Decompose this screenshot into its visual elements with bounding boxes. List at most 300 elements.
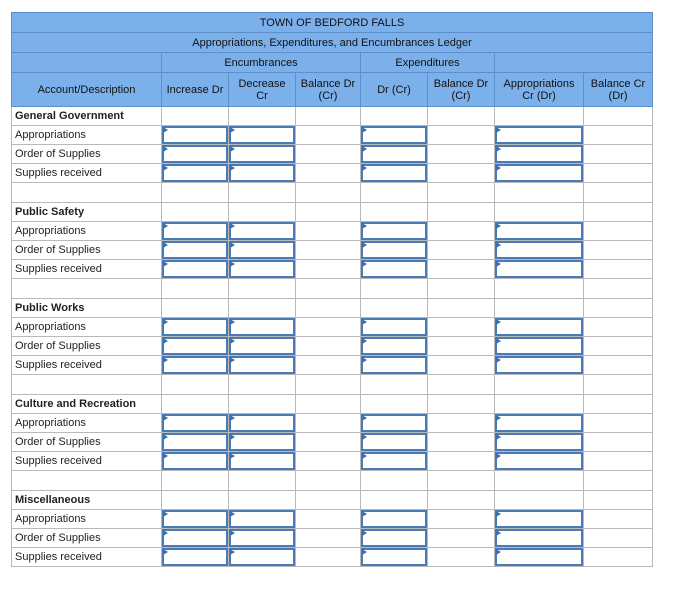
- decrease-cr-cell: [229, 510, 296, 529]
- increase-dr-cell: [162, 491, 229, 510]
- dr-cr-input[interactable]: [361, 356, 427, 374]
- appropriations-cell: [495, 222, 584, 241]
- dropdown-marker-icon: [496, 357, 501, 363]
- row-description: Order of Supplies: [12, 529, 162, 548]
- dr-cr-input[interactable]: [361, 126, 427, 144]
- decrease-cr-cell: [229, 145, 296, 164]
- appropriations-header-line1: Appropriations: [503, 77, 575, 90]
- expenditure-balance-cell: [428, 222, 495, 241]
- decrease-cr-input[interactable]: [229, 510, 295, 528]
- increase-dr-cell-box: [162, 241, 228, 259]
- spacer-cell: [296, 375, 361, 395]
- ledger-row: [12, 145, 653, 164]
- appropriations-input[interactable]: [495, 356, 583, 374]
- dr-cr-cell: [361, 107, 428, 126]
- increase-dr-input[interactable]: [162, 241, 228, 259]
- expenditure-balance-cell: [428, 510, 495, 529]
- appropriations-input[interactable]: [495, 433, 583, 451]
- appropriations-header-line2: Cr (Dr): [522, 89, 556, 102]
- spacer-cell: [162, 471, 229, 491]
- appropriations-input[interactable]: [495, 337, 583, 355]
- increase-dr-cell-box: [162, 548, 228, 566]
- dropdown-marker-icon: [496, 530, 501, 536]
- encumbrance-balance-cell: [296, 260, 361, 279]
- increase-dr-input[interactable]: [162, 260, 228, 278]
- decrease-cr-header-line2: Cr: [256, 89, 268, 102]
- ledger-table: [11, 12, 653, 567]
- decrease-cr-input[interactable]: [229, 126, 295, 144]
- row-description: Supplies received: [12, 164, 162, 183]
- dropdown-marker-icon: [163, 242, 168, 248]
- dropdown-marker-icon: [362, 338, 367, 344]
- ledger-row: [12, 222, 653, 241]
- increase-dr-cell-box: [162, 337, 228, 355]
- dropdown-marker-icon: [163, 453, 168, 459]
- appropriations-input[interactable]: [495, 318, 583, 336]
- decrease-cr-input[interactable]: [229, 164, 295, 182]
- balance-cr-cell: [584, 126, 653, 145]
- spacer-cell: [12, 279, 162, 299]
- balance-cr-cell: [584, 452, 653, 471]
- dr-cr-cell-box: [361, 145, 427, 163]
- dr-cr-cell: [361, 356, 428, 375]
- decrease-cr-input[interactable]: [229, 222, 295, 240]
- balance-cr-cell: [584, 433, 653, 452]
- appropriations-cell: [495, 548, 584, 567]
- spacer-cell: [428, 471, 495, 491]
- dr-cr-cell: [361, 164, 428, 183]
- encumbrance-balance-cell: [296, 145, 361, 164]
- decrease-cr-input[interactable]: [229, 529, 295, 547]
- appropriations-cell-box: [495, 452, 583, 470]
- dr-cr-cell-box: [361, 356, 427, 374]
- dropdown-marker-icon: [230, 146, 235, 152]
- row-description: Order of Supplies: [12, 241, 162, 260]
- spacer-cell: [584, 471, 653, 491]
- decrease-cr-cell: [229, 299, 296, 318]
- dropdown-marker-icon: [496, 511, 501, 517]
- spacer-cell: [361, 375, 428, 395]
- expenditure-balance-cell: [428, 107, 495, 126]
- dropdown-marker-icon: [362, 453, 367, 459]
- spacer-cell: [12, 375, 162, 395]
- dr-cr-cell: [361, 452, 428, 471]
- increase-dr-cell: [162, 452, 229, 471]
- expenditures-group-header: Expenditures: [361, 53, 495, 73]
- spacer-cell: [229, 471, 296, 491]
- appropriations-cell-box: [495, 433, 583, 451]
- spacer-cell: [495, 471, 584, 491]
- dr-cr-cell-box: [361, 164, 427, 182]
- account-description-header: Account/Description: [12, 73, 162, 107]
- decrease-cr-cell: [229, 241, 296, 260]
- increase-dr-input[interactable]: [162, 529, 228, 547]
- spacer-cell: [12, 183, 162, 203]
- increase-dr-input[interactable]: [162, 510, 228, 528]
- dropdown-marker-icon: [230, 549, 235, 555]
- encumbrance-balance-header-line2: (Cr): [318, 89, 338, 102]
- dropdown-marker-icon: [362, 434, 367, 440]
- dr-cr-input[interactable]: [361, 433, 427, 451]
- spacer-cell: [229, 183, 296, 203]
- encumbrance-balance-cell: [296, 107, 361, 126]
- appropriations-cell-box: [495, 337, 583, 355]
- section-name: Culture and Recreation: [12, 395, 162, 414]
- appropriations-cell: [495, 126, 584, 145]
- dropdown-marker-icon: [230, 127, 235, 133]
- dr-cr-cell: [361, 203, 428, 222]
- spacer-row: [12, 375, 653, 395]
- decrease-cr-cell-box: [229, 548, 295, 566]
- section-row: [12, 203, 653, 222]
- dropdown-marker-icon: [496, 165, 501, 171]
- encumbrance-balance-header: [296, 73, 361, 107]
- appropriations-input[interactable]: [495, 529, 583, 547]
- increase-dr-input[interactable]: [162, 164, 228, 182]
- decrease-cr-input[interactable]: [229, 452, 295, 470]
- appropriations-cell: [495, 356, 584, 375]
- spacer-cell: [361, 183, 428, 203]
- row-description: Appropriations: [12, 510, 162, 529]
- spacer-cell: [428, 183, 495, 203]
- balance-cr-cell: [584, 145, 653, 164]
- decrease-cr-cell-box: [229, 414, 295, 432]
- spacer-cell: [12, 471, 162, 491]
- decrease-cr-cell-box: [229, 145, 295, 163]
- decrease-cr-header: [229, 73, 296, 107]
- appropriations-cell-box: [495, 529, 583, 547]
- ledger-row: [12, 452, 653, 471]
- balance-cr-cell: [584, 299, 653, 318]
- dropdown-marker-icon: [163, 261, 168, 267]
- section-name: General Government: [12, 107, 162, 126]
- increase-dr-cell-box: [162, 356, 228, 374]
- appropriations-cell: [495, 107, 584, 126]
- appropriations-header: [495, 73, 584, 107]
- encumbrance-balance-cell: [296, 548, 361, 567]
- decrease-cr-cell-box: [229, 126, 295, 144]
- spacer-row: [12, 279, 653, 299]
- increase-dr-cell-box: [162, 529, 228, 547]
- increase-dr-cell: [162, 433, 229, 452]
- ledger-row: [12, 337, 653, 356]
- decrease-cr-cell-box: [229, 529, 295, 547]
- appropriations-cell-box: [495, 414, 583, 432]
- dropdown-marker-icon: [362, 415, 367, 421]
- dropdown-marker-icon: [496, 338, 501, 344]
- decrease-cr-input[interactable]: [229, 318, 295, 336]
- appropriations-cell: [495, 491, 584, 510]
- appropriations-cell: [495, 164, 584, 183]
- dr-cr-input[interactable]: [361, 222, 427, 240]
- increase-dr-input[interactable]: [162, 433, 228, 451]
- balance-cr-cell: [584, 203, 653, 222]
- row-description: Order of Supplies: [12, 145, 162, 164]
- dr-cr-input[interactable]: [361, 414, 427, 432]
- section-name: Public Works: [12, 299, 162, 318]
- balance-cr-header-line2: (Dr): [608, 89, 628, 102]
- dropdown-marker-icon: [362, 357, 367, 363]
- spacer-cell: [361, 471, 428, 491]
- balance-cr-cell: [584, 491, 653, 510]
- encumbrance-balance-cell: [296, 222, 361, 241]
- decrease-cr-input[interactable]: [229, 260, 295, 278]
- increase-dr-cell-box: [162, 414, 228, 432]
- spacer-cell: [584, 279, 653, 299]
- decrease-cr-input[interactable]: [229, 414, 295, 432]
- dr-cr-cell-box: [361, 529, 427, 547]
- dropdown-marker-icon: [230, 242, 235, 248]
- encumbrance-balance-cell: [296, 337, 361, 356]
- encumbrance-balance-cell: [296, 433, 361, 452]
- dr-cr-input[interactable]: [361, 318, 427, 336]
- dr-cr-input[interactable]: [361, 452, 427, 470]
- spacer-row: [12, 183, 653, 203]
- dr-cr-input[interactable]: [361, 548, 427, 566]
- section-name: Miscellaneous: [12, 491, 162, 510]
- blank-header-cell: [495, 53, 653, 73]
- increase-dr-cell: [162, 203, 229, 222]
- dropdown-marker-icon: [496, 261, 501, 267]
- dropdown-marker-icon: [163, 511, 168, 517]
- dr-cr-cell: [361, 491, 428, 510]
- dropdown-marker-icon: [163, 223, 168, 229]
- spacer-cell: [162, 375, 229, 395]
- increase-dr-cell-box: [162, 145, 228, 163]
- increase-dr-input[interactable]: [162, 145, 228, 163]
- increase-dr-input[interactable]: [162, 548, 228, 566]
- dr-cr-input[interactable]: [361, 241, 427, 259]
- ledger-row: [12, 260, 653, 279]
- appropriations-cell-box: [495, 510, 583, 528]
- appropriations-cell: [495, 529, 584, 548]
- appropriations-input[interactable]: [495, 145, 583, 163]
- dr-cr-cell: [361, 510, 428, 529]
- increase-dr-cell: [162, 414, 229, 433]
- decrease-cr-input[interactable]: [229, 241, 295, 259]
- dropdown-marker-icon: [362, 549, 367, 555]
- appropriations-input[interactable]: [495, 260, 583, 278]
- appropriations-cell-box: [495, 548, 583, 566]
- encumbrances-group-header: Encumbrances: [162, 53, 361, 73]
- ledger-row: [12, 510, 653, 529]
- decrease-cr-cell: [229, 318, 296, 337]
- expenditure-balance-cell: [428, 433, 495, 452]
- section-row: [12, 491, 653, 510]
- dr-cr-cell: [361, 395, 428, 414]
- dr-cr-cell-box: [361, 433, 427, 451]
- dropdown-marker-icon: [496, 146, 501, 152]
- dr-cr-cell-box: [361, 241, 427, 259]
- row-description: Appropriations: [12, 318, 162, 337]
- dropdown-marker-icon: [496, 242, 501, 248]
- dropdown-marker-icon: [163, 338, 168, 344]
- dropdown-marker-icon: [230, 338, 235, 344]
- increase-dr-cell: [162, 260, 229, 279]
- appropriations-cell: [495, 337, 584, 356]
- expenditure-balance-cell: [428, 548, 495, 567]
- increase-dr-cell: [162, 222, 229, 241]
- ledger-row: [12, 241, 653, 260]
- dropdown-marker-icon: [163, 319, 168, 325]
- dr-cr-input[interactable]: [361, 529, 427, 547]
- increase-dr-cell: [162, 126, 229, 145]
- dr-cr-cell: [361, 529, 428, 548]
- balance-cr-cell: [584, 107, 653, 126]
- increase-dr-cell: [162, 510, 229, 529]
- spacer-cell: [296, 183, 361, 203]
- expenditure-balance-cell: [428, 126, 495, 145]
- dropdown-marker-icon: [362, 511, 367, 517]
- decrease-cr-cell-box: [229, 241, 295, 259]
- dropdown-marker-icon: [496, 223, 501, 229]
- decrease-cr-cell-box: [229, 222, 295, 240]
- decrease-cr-input[interactable]: [229, 356, 295, 374]
- dr-cr-input[interactable]: [361, 164, 427, 182]
- balance-cr-cell: [584, 529, 653, 548]
- dropdown-marker-icon: [362, 165, 367, 171]
- expenditure-balance-cell: [428, 164, 495, 183]
- spacer-cell: [495, 279, 584, 299]
- dr-cr-cell-box: [361, 452, 427, 470]
- increase-dr-input[interactable]: [162, 414, 228, 432]
- dr-cr-cell-box: [361, 548, 427, 566]
- dr-cr-input[interactable]: [361, 260, 427, 278]
- appropriations-input[interactable]: [495, 222, 583, 240]
- balance-cr-header-line1: Balance Cr: [590, 77, 646, 90]
- spacer-cell: [229, 375, 296, 395]
- dropdown-marker-icon: [230, 357, 235, 363]
- increase-dr-input[interactable]: [162, 356, 228, 374]
- appropriations-cell-box: [495, 126, 583, 144]
- expenditure-balance-cell: [428, 241, 495, 260]
- appropriations-cell: [495, 433, 584, 452]
- increase-dr-input[interactable]: [162, 126, 228, 144]
- decrease-cr-input[interactable]: [229, 433, 295, 451]
- dr-cr-cell: [361, 433, 428, 452]
- appropriations-cell: [495, 145, 584, 164]
- row-description: Supplies received: [12, 260, 162, 279]
- decrease-cr-input[interactable]: [229, 548, 295, 566]
- dropdown-marker-icon: [362, 242, 367, 248]
- dr-cr-cell: [361, 260, 428, 279]
- balance-cr-cell: [584, 414, 653, 433]
- dropdown-marker-icon: [163, 127, 168, 133]
- ledger-row: [12, 548, 653, 567]
- balance-cr-cell: [584, 260, 653, 279]
- appropriations-input[interactable]: [495, 126, 583, 144]
- appropriations-cell: [495, 260, 584, 279]
- decrease-cr-cell-box: [229, 433, 295, 451]
- appropriations-cell-box: [495, 164, 583, 182]
- increase-dr-input[interactable]: [162, 337, 228, 355]
- spacer-cell: [495, 183, 584, 203]
- spacer-cell: [229, 279, 296, 299]
- increase-dr-cell: [162, 145, 229, 164]
- increase-dr-cell: [162, 356, 229, 375]
- appropriations-input[interactable]: [495, 452, 583, 470]
- increase-dr-input[interactable]: [162, 318, 228, 336]
- encumbrance-balance-header-line1: Balance Dr: [300, 77, 356, 90]
- row-description: Order of Supplies: [12, 337, 162, 356]
- expenditure-balance-cell: [428, 145, 495, 164]
- spacer-cell: [428, 375, 495, 395]
- dr-cr-input[interactable]: [361, 510, 427, 528]
- balance-cr-cell: [584, 222, 653, 241]
- balance-cr-cell: [584, 356, 653, 375]
- decrease-cr-cell: [229, 107, 296, 126]
- appropriations-cell-box: [495, 318, 583, 336]
- blank-header-cell: [12, 53, 162, 73]
- dropdown-marker-icon: [163, 146, 168, 152]
- decrease-cr-cell: [229, 126, 296, 145]
- expenditure-balance-cell: [428, 395, 495, 414]
- balance-cr-cell: [584, 318, 653, 337]
- decrease-cr-cell: [229, 222, 296, 241]
- encumbrance-balance-cell: [296, 510, 361, 529]
- increase-dr-cell-box: [162, 433, 228, 451]
- decrease-cr-cell: [229, 433, 296, 452]
- increase-dr-input[interactable]: [162, 452, 228, 470]
- increase-dr-cell: [162, 299, 229, 318]
- balance-cr-cell: [584, 395, 653, 414]
- dropdown-marker-icon: [496, 127, 501, 133]
- dr-cr-input[interactable]: [361, 337, 427, 355]
- ledger-row: [12, 414, 653, 433]
- encumbrance-balance-cell: [296, 356, 361, 375]
- appropriations-cell: [495, 414, 584, 433]
- encumbrance-balance-cell: [296, 395, 361, 414]
- decrease-cr-cell-box: [229, 164, 295, 182]
- dropdown-marker-icon: [362, 261, 367, 267]
- dr-cr-input[interactable]: [361, 145, 427, 163]
- dropdown-marker-icon: [230, 261, 235, 267]
- row-description: Supplies received: [12, 356, 162, 375]
- decrease-cr-input[interactable]: [229, 337, 295, 355]
- spacer-row: [12, 471, 653, 491]
- increase-dr-cell: [162, 107, 229, 126]
- appropriations-cell: [495, 318, 584, 337]
- decrease-cr-cell-box: [229, 318, 295, 336]
- expenditure-balance-cell: [428, 260, 495, 279]
- decrease-cr-input[interactable]: [229, 145, 295, 163]
- appropriations-input[interactable]: [495, 164, 583, 182]
- row-description: Appropriations: [12, 414, 162, 433]
- dr-cr-cell: [361, 241, 428, 260]
- appropriations-cell: [495, 510, 584, 529]
- dropdown-marker-icon: [163, 434, 168, 440]
- appropriations-cell: [495, 452, 584, 471]
- expenditure-balance-cell: [428, 203, 495, 222]
- appropriations-input[interactable]: [495, 414, 583, 432]
- dropdown-marker-icon: [230, 434, 235, 440]
- spacer-cell: [296, 279, 361, 299]
- dr-cr-header: Dr (Cr): [361, 73, 428, 107]
- dropdown-marker-icon: [230, 453, 235, 459]
- appropriations-input[interactable]: [495, 241, 583, 259]
- appropriations-input[interactable]: [495, 548, 583, 566]
- balance-cr-header: [584, 73, 653, 107]
- dr-cr-cell: [361, 299, 428, 318]
- appropriations-input[interactable]: [495, 510, 583, 528]
- decrease-cr-cell: [229, 260, 296, 279]
- decrease-cr-cell: [229, 395, 296, 414]
- dropdown-marker-icon: [163, 530, 168, 536]
- decrease-cr-cell-box: [229, 452, 295, 470]
- decrease-cr-cell: [229, 337, 296, 356]
- increase-dr-input[interactable]: [162, 222, 228, 240]
- decrease-cr-cell-box: [229, 356, 295, 374]
